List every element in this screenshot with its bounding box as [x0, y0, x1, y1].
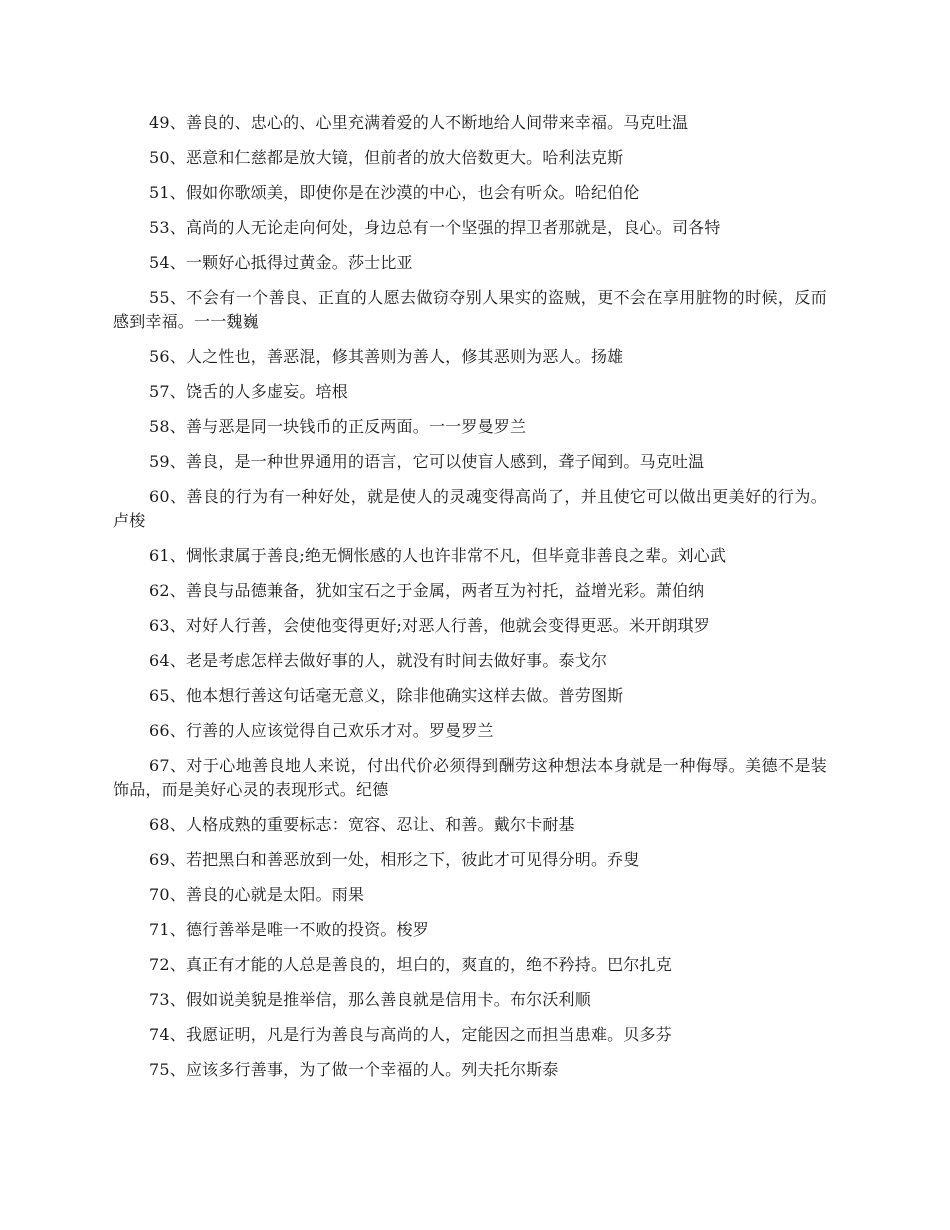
quote-paragraph: 63、对好人行善，会使他变得更好;对恶人行善，他就会变得更恶。米开朗琪罗	[149, 616, 710, 635]
quote-paragraph: 67、对于心地善良地人来说，付出代价必须得到酬劳这种想法本身就是一种侮辱。美德不是装饰品，而是美好心灵的表现形式。纪德	[113, 756, 827, 799]
quote-paragraph: 72、真正有才能的人总是善良的，坦白的，爽直的，绝不矜持。巴尔扎克	[149, 955, 672, 974]
quote-paragraph: 62、善良与品德兼备，犹如宝石之于金属，两者互为衬托，益增光彩。萧伯纳	[149, 581, 705, 600]
quote-paragraph: 65、他本想行善这句话毫无意义，除非他确实这样去做。普劳图斯	[149, 686, 624, 705]
quote-paragraph: 49、善良的、忠心的、心里充满着爱的人不断地给人间带来幸福。马克吐温	[149, 113, 689, 132]
quote-paragraph: 58、善与恶是同一块钱币的正反两面。一一罗曼罗兰	[149, 417, 527, 436]
quote-paragraph: 66、行善的人应该觉得自己欢乐才对。罗曼罗兰	[149, 721, 494, 740]
quote-paragraph: 53、高尚的人无论走向何处，身边总有一个坚强的捍卫者那就是，良心。司各特	[149, 218, 721, 237]
quote-paragraph: 69、若把黑白和善恶放到一处，相形之下，彼此才可见得分明。乔叟	[149, 850, 640, 869]
quote-paragraph: 57、饶舌的人多虚妄。培根	[149, 382, 348, 401]
document-page	[113, 111, 827, 1093]
quote-paragraph: 59、善良，是一种世界通用的语言，它可以使盲人感到，聋子闻到。马克吐温	[149, 452, 705, 471]
quote-paragraph: 60、善良的行为有一种好处，就是使人的灵魂变得高尚了，并且使它可以做出更美好的行为。卢梭	[113, 487, 827, 530]
quote-paragraph: 73、假如说美貌是推举信，那么善良就是信用卡。布尔沃利顺	[149, 990, 591, 1009]
quote-paragraph: 68、人格成熟的重要标志：宽容、忍让、和善。戴尔卡耐基	[149, 815, 575, 834]
quote-paragraph: 74、我愿证明，凡是行为善良与高尚的人，定能因之而担当患难。贝多芬	[149, 1025, 672, 1044]
quote-paragraph: 56、人之性也，善恶混，修其善则为善人，修其恶则为恶人。扬雄	[149, 347, 624, 366]
quote-paragraph: 61、惆怅隶属于善良;绝无惆怅感的人也许非常不凡，但毕竟非善良之辈。刘心武	[149, 546, 727, 565]
quote-paragraph: 75、应该多行善事，为了做一个幸福的人。列夫托尔斯泰	[149, 1060, 559, 1079]
quote-paragraph: 54、一颗好心抵得过黄金。莎士比亚	[149, 253, 413, 272]
quote-paragraph: 71、德行善举是唯一不败的投资。梭罗	[149, 920, 429, 939]
quote-paragraph: 55、不会有一个善良、正直的人愿去做窃夺别人果实的盗贼，更不会在享用脏物的时候，反而感到幸福。一一魏巍	[113, 288, 827, 331]
quote-paragraph: 50、恶意和仁慈都是放大镜，但前者的放大倍数更大。哈利法克斯	[149, 148, 624, 167]
quote-paragraph: 51、假如你歌颂美，即使你是在沙漠的中心，也会有听众。哈纪伯伦	[149, 183, 640, 202]
quote-paragraph: 64、老是考虑怎样去做好事的人，就没有时间去做好事。泰戈尔	[149, 651, 608, 670]
quote-paragraph: 70、善良的心就是太阳。雨果	[149, 885, 365, 904]
